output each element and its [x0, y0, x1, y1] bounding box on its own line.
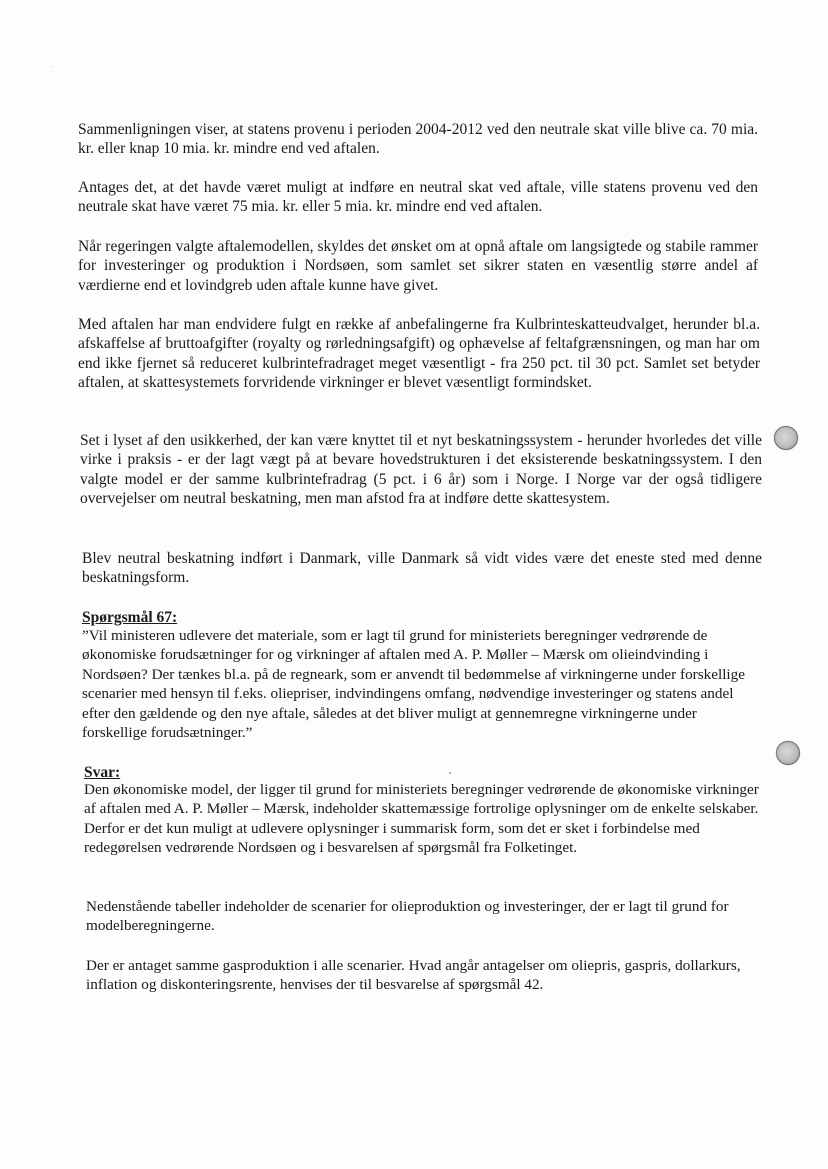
paragraph-agreement-model: Når regeringen valgte aftalemodellen, skyldes det ønsket om at opnå aftale om langsigtede og stabile rammer for investeringer og produktion i Nordsøen, som samlet set sikrer staten en væsentlig større andel af værdierne end et lovindgreb uden aftale kunne have givet. — [78, 238, 758, 294]
paragraph-committee-recommendations: Med aftalen har man endvidere fulgt en række af anbefalingerne fra Kulbrinteskatteudvalget, herunder bl.a. afskaffelse af bruttoafgifter (royalty og rørledningsafgift) og ophævelse af feltafgrænsningen, og man har om end ikke fjernet så reduceret kulbrintefradraget meget væsentligt - fra 250 pct. til 30 pct. Samlet set betyder aftalen, at skattesystemets forvridende virkninger er blevet væsentligt formindsket. — [78, 316, 760, 392]
answer-paragraph-gas-production: Der er antaget samme gasproduktion i alle scenarier. Hvad angår antagelser om oliepris, gaspris, dollarkurs, inflation og diskonteringsrente, henvises der til besvarelse af spørgsmål 42. — [86, 957, 741, 994]
scan-speck — [449, 772, 451, 774]
paragraph-uncertainty: Set i lyset af den usikkerhed, der kan være knyttet til et nyt beskatningssystem - herunder hvorledes det ville virke i praksis - er der lagt vægt på at bevare hovedstrukturen i det eksisterende beskatningssystem. I den valgte model er der samme kulbrintefradrag (5 pct. i 6 år) som i Norge. I Norge var der også tidligere overvejelser om neutral beskatning, men man afstod fra at indføre dette skattesystem. — [80, 432, 762, 508]
paragraph-provenu-comparison: Sammenligningen viser, at statens provenu i perioden 2004-2012 ved den neutrale skat ville blive ca. 70 mia. kr. eller knap 10 mia. kr. mindre end ved aftalen. — [78, 121, 758, 158]
question-text: ”Vil ministeren udlevere det materiale, som er lagt til grund for ministeriets beregninger vedrørende de økonomiske forudsætninger for og virkninger af aftalen med A. P. Møller – Mærsk om olieindvinding i Nordsøen? Der tænkes bl.a. på de regneark, som er anvendt til bedømmelse af virkningerne under forskellige scenarier med hensyn til f.eks. oliepriser, indvindingens omfang, nødvendige investeringer og statens andel efter den gældende og den nye aftale, således at det bliver muligt at gennemregne virkningerne under forskellige forudsætninger.” — [82, 627, 745, 742]
paragraph-neutral-taxation-denmark: Blev neutral beskatning indført i Danmark, ville Danmark så vidt vides være det eneste sted med denne beskatningsform. — [82, 550, 762, 587]
answer-paragraph-tables: Nedenstående tabeller indeholder de scenarier for olieproduktion og investeringer, der er lagt til grund for modelberegningerne. — [86, 898, 729, 935]
paragraph-neutral-tax-assumption: Antages det, at det havde været muligt at indføre en neutral skat ved aftale, ville statens provenu ved den neutrale skat have været 75 mia. kr. eller 5 mia. kr. mindre end ved aftalen. — [78, 179, 758, 216]
punch-hole-mark — [774, 426, 798, 450]
question-heading: Spørgsmål 67: — [82, 609, 178, 626]
punch-hole-mark — [776, 741, 800, 765]
answer-paragraph-model: Den økonomiske model, der ligger til grund for ministeriets beregninger vedrørende de økonomiske virkninger af aftalen med A. P. Møller – Mærsk, indeholder skattemæssige fortrolige oplysninger om de enkelte selskaber. Derfor er det kun muligt at udlevere oplysninger i summarisk form, som det er sket i forbindelse med redegørelsen vedrørende Nordsøen og i besvarelsen af spørgsmål fra Folketinget. — [84, 781, 759, 857]
answer-heading: Svar: — [84, 764, 121, 781]
scan-speck — [52, 66, 53, 67]
